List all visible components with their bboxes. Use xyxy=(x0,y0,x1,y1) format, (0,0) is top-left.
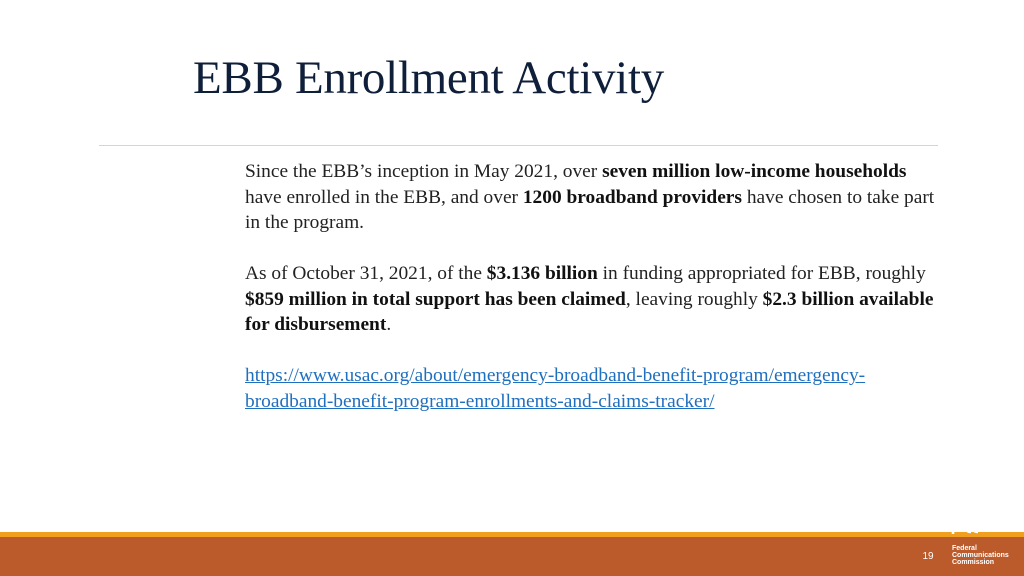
p2-claimed-emphasis: $859 million in total support has been claimed xyxy=(245,288,626,310)
funding-paragraph xyxy=(245,261,945,338)
p2-text-4: . xyxy=(386,314,392,335)
p1-text-3: have chosen to take part in the program. xyxy=(245,186,935,233)
p1-providers-emphasis: 1200 broadband providers xyxy=(522,186,742,208)
tracker-link-paragraph xyxy=(245,363,945,414)
p1-text-1: Since the EBB’s inception in May 2021, over xyxy=(245,161,603,182)
fcc-mark-icon xyxy=(951,514,981,536)
fcc-name-line-2: Communications xyxy=(952,552,1009,559)
enrollment-paragraph xyxy=(245,159,945,236)
p2-funding-emphasis: $3.136 billion xyxy=(486,263,598,284)
p1-text-2: have enrolled in the EBB, and over xyxy=(245,186,523,208)
fcc-name xyxy=(952,545,1009,566)
slide-title: EBB Enrollment Activity xyxy=(193,52,664,104)
p2-text-2: in funding appropriated for EBB, roughly xyxy=(597,263,926,284)
p2-available-emphasis: $2.3 billion available for disbursement xyxy=(245,288,934,335)
slide-body xyxy=(245,159,945,440)
title-divider xyxy=(99,145,938,146)
footer-bar xyxy=(0,537,1024,576)
p2-text-1: As of October 31, 2021, of the xyxy=(245,263,487,284)
usac-tracker-link[interactable]: https://www.usac.org/about/emergency-broadband-benefit-program/emergency-broadband-benefit-program-enrollments-and-claims-tracker/ xyxy=(245,365,866,412)
fcc-name-line-1: Federal xyxy=(952,545,977,552)
fcc-logo xyxy=(950,512,1014,572)
page-number: 19 xyxy=(922,551,934,562)
p2-text-3: , leaving roughly xyxy=(625,288,763,310)
fcc-name-line-3: Commission xyxy=(952,559,995,566)
p1-households-emphasis: seven million low-income households xyxy=(602,161,907,182)
